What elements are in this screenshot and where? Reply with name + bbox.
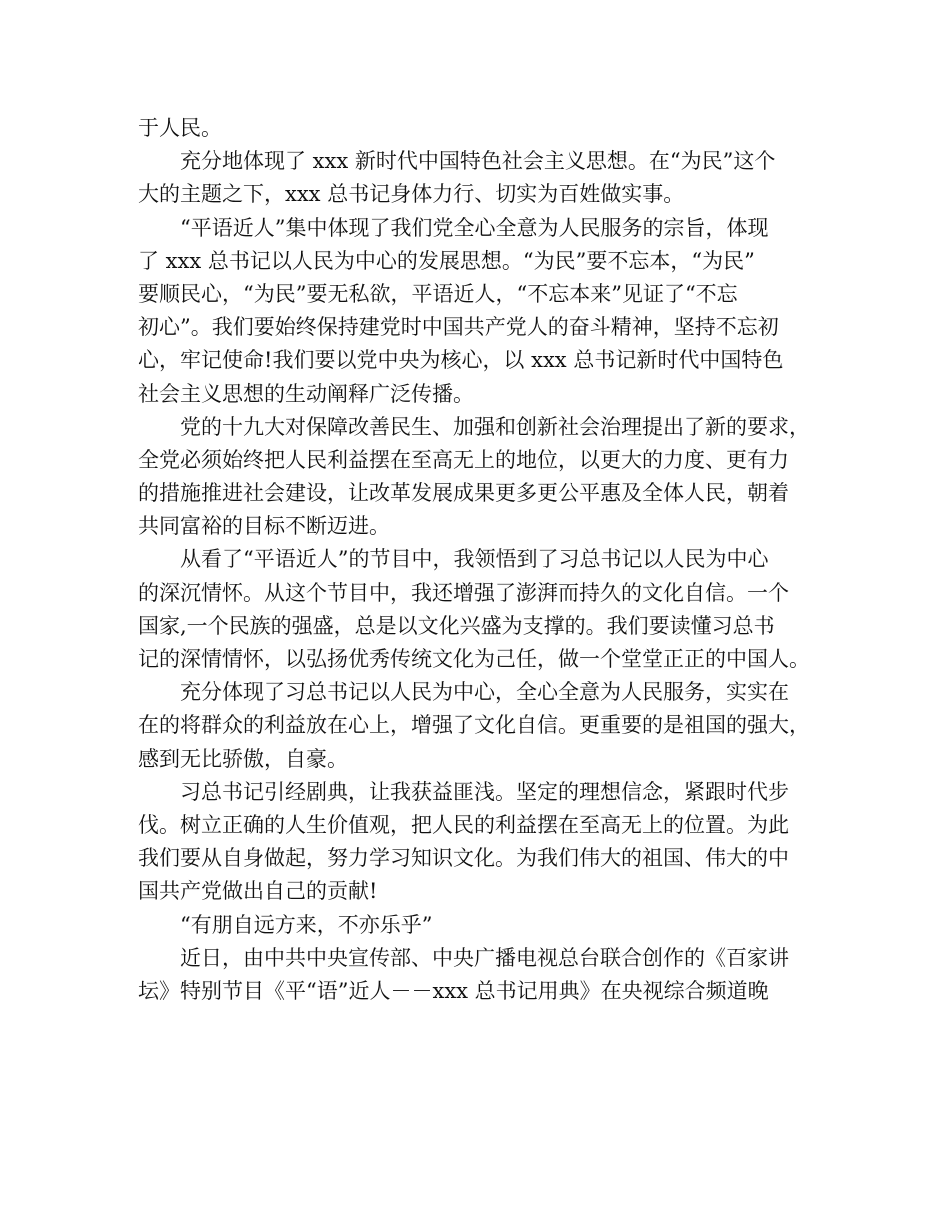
text-line: “平语近人”集中体现了我们党全心全意为人民服务的宗旨，体现: [180, 215, 769, 240]
document-body: [138, 112, 828, 1008]
text-line: 了 xxx 总书记以人民为中心的发展思想。“为民”要不忘本，“为民”: [138, 248, 755, 273]
text-line: 在的将群众的利益放在心上，增强了文化自信。更重要的是祖国的强大，: [138, 713, 810, 738]
text-line: 从看了“平语近人”的节目中，我领悟到了习总书记以人民为中心: [180, 547, 769, 572]
text-line: 共同富裕的目标不断迈进。: [138, 514, 390, 539]
text-line: 的深沉情怀。从这个节目中，我还增强了澎湃而持久的文化自信。一个: [138, 580, 789, 605]
text-line: 的措施推进社会建设，让改革发展成果更多更公平惠及全体人民，朝着: [138, 481, 789, 506]
text-line: 我们要从自身做起，努力学习知识文化。为我们伟大的祖国、伟大的中: [138, 846, 789, 871]
text-line: 坛》特别节目《平“语”近人－－xxx 总书记用典》在央视综合频道晚: [138, 978, 769, 1003]
text-line: 社会主义思想的生动阐释广泛传播。: [138, 381, 474, 406]
text-line: “有朋自远方来，不亦乐乎”: [180, 912, 433, 937]
text-line: 充分体现了习总书记以人民为中心，全心全意为人民服务，实实在: [180, 680, 789, 705]
text-line: 充分地体现了 xxx 新时代中国特色社会主义思想。在“为民”这个: [180, 149, 776, 174]
text-line: 于人民。: [138, 116, 222, 140]
text-line: 党的十九大对保障改善民生、加强和创新社会治理提出了新的要求，: [180, 414, 810, 439]
text-line: 初心”。我们要始终保持建党时中国共产党人的奋斗精神，坚持不忘初: [138, 315, 779, 340]
text-line: 国家,一个民族的强盛，总是以文化兴盛为支撑的。我们要读懂习总书: [138, 613, 775, 638]
text-line: 习总书记引经剧典，让我获益匪浅。坚定的理想信念，紧跟时代步: [180, 779, 789, 804]
text-line: 记的深情情怀，以弘扬优秀传统文化为己任，做一个堂堂正正的中国人。: [138, 647, 810, 671]
text-line: 心，牢记使命!我们要以党中央为核心，以 xxx 总书记新时代中国特色: [138, 348, 784, 373]
text-line: 全党必须始终把人民利益摆在至高无上的地位，以更大的力度、更有力: [138, 447, 789, 472]
text-line: 感到无比骄傲，自豪。: [138, 746, 348, 771]
text-line: 伐。树立正确的人生价值观，把人民的利益摆在至高无上的位置。为此: [138, 812, 789, 837]
text-line: 大的主题之下，xxx 总书记身体力行、切实为百姓做实事。: [138, 182, 685, 207]
text-line: 要顺民心，“为民”要无私欲，平语近人，“不忘本来”见证了“不忘: [138, 281, 738, 306]
text-line: 近日，由中共中央宣传部、中央广播电视总台联合创作的《百家讲: [180, 945, 789, 970]
text-line: 国共产党做出自己的贡献!: [138, 879, 378, 904]
